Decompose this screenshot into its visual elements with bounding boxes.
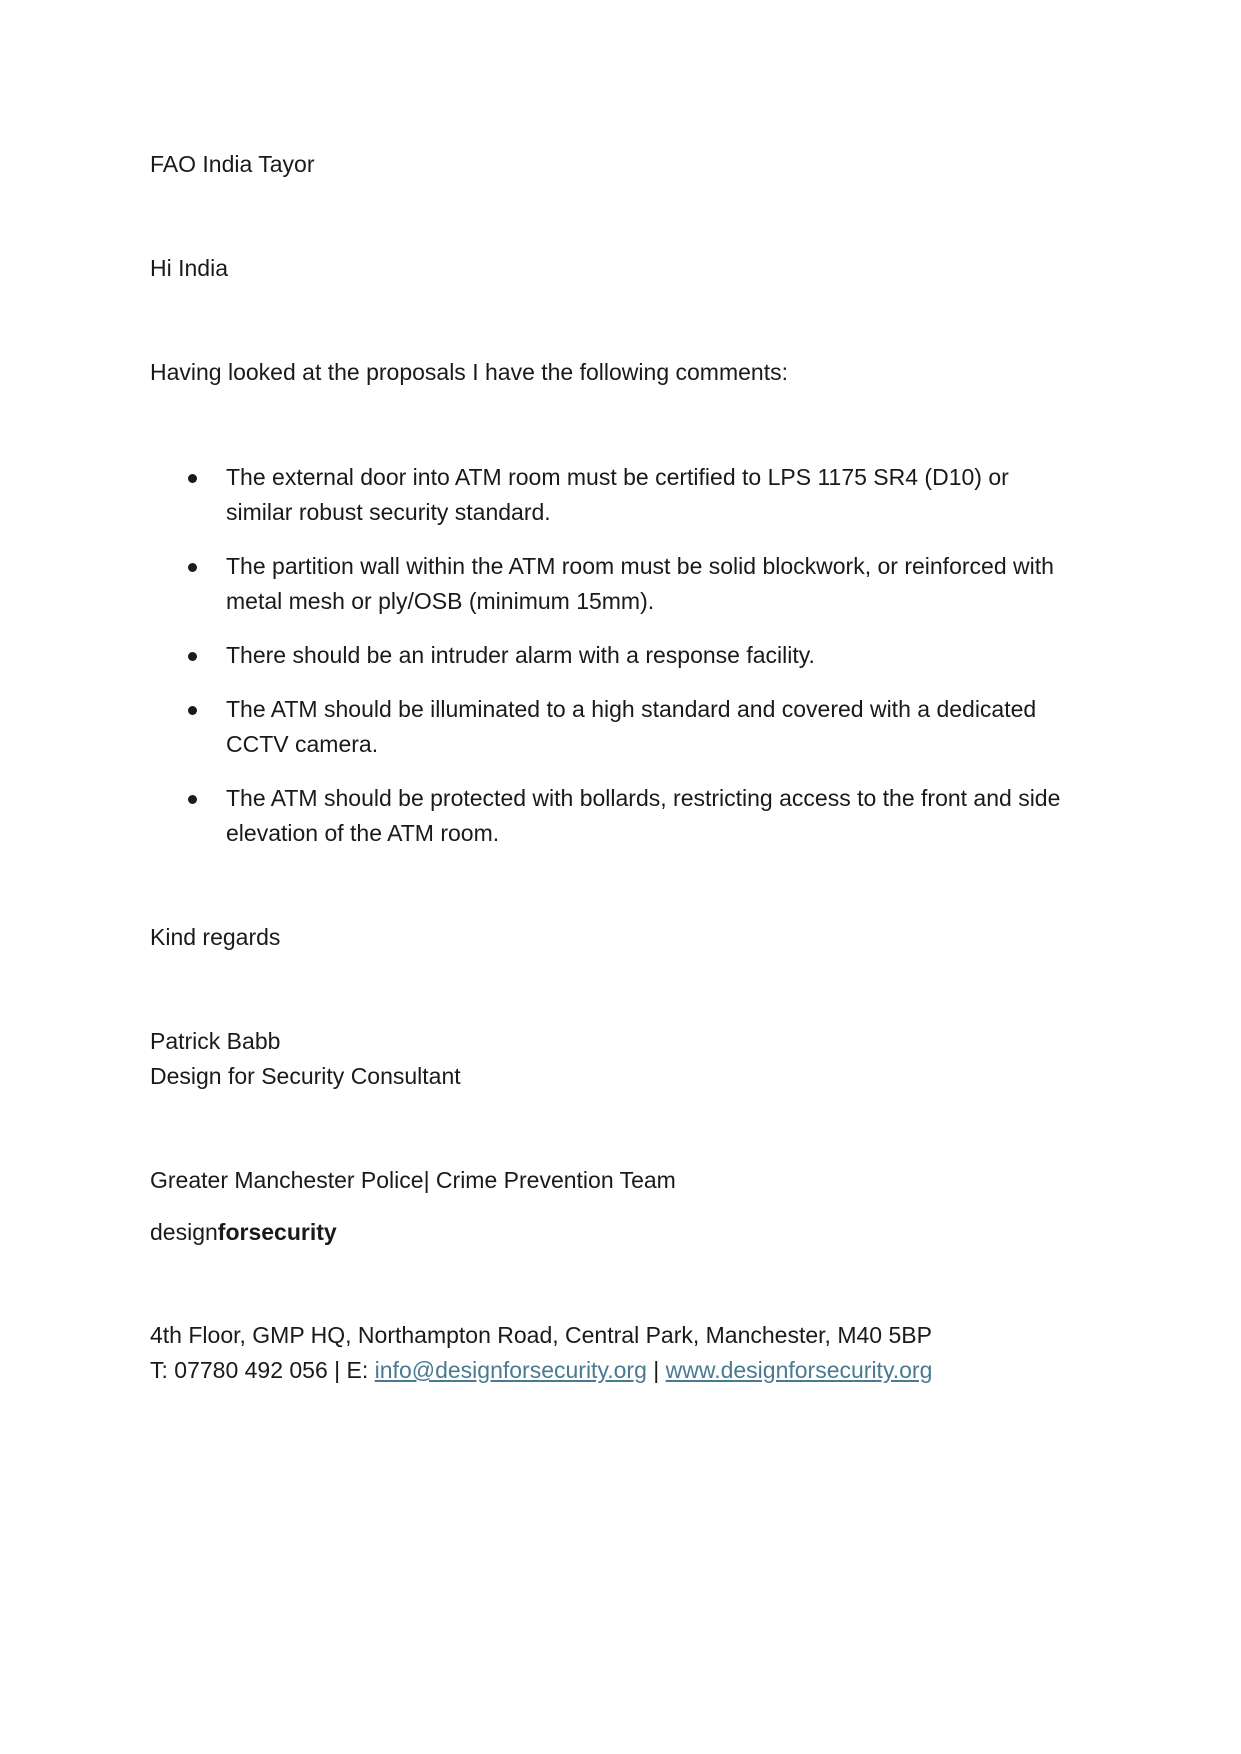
contact-line xyxy=(150,1353,932,1388)
bullet-icon xyxy=(188,563,197,572)
signoff: Kind regards xyxy=(150,924,281,950)
brand-wordmark xyxy=(150,1215,337,1250)
comment-text: The external door into ATM room must be certified to LPS 1175 SR4 (D10) or similar robust security standard. xyxy=(226,464,1009,525)
fao-line: FAO India Tayor xyxy=(150,151,315,177)
bullet-icon xyxy=(188,795,197,804)
signature-role: Design for Security Consultant xyxy=(150,1063,461,1089)
comment-text: The ATM should be illuminated to a high standard and covered with a dedicated CCTV camera. xyxy=(226,696,1037,757)
greeting: Hi India xyxy=(150,255,228,281)
brand-bold: forsecurity xyxy=(217,1219,337,1245)
organisation: Greater Manchester Police| Crime Prevention Team xyxy=(150,1167,676,1193)
list-item xyxy=(150,460,1080,530)
list-item xyxy=(150,638,1080,673)
website-link[interactable]: www.designforsecurity.org xyxy=(665,1357,933,1383)
bullet-icon xyxy=(188,652,197,661)
contact-separator: | xyxy=(646,1357,666,1383)
signature-name: Patrick Babb xyxy=(150,1028,281,1054)
list-item xyxy=(150,549,1080,619)
list-item xyxy=(150,781,1080,851)
bullet-icon xyxy=(188,706,197,715)
brand-light: design xyxy=(150,1219,218,1245)
email-link[interactable]: info@designforsecurity.org xyxy=(374,1357,647,1383)
comment-text: The ATM should be protected with bollards, restricting access to the front and side elevation of the ATM room. xyxy=(226,785,1061,846)
comments-list xyxy=(150,460,1080,870)
comment-text: There should be an intruder alarm with a response facility. xyxy=(226,642,815,668)
address: 4th Floor, GMP HQ, Northampton Road, Central Park, Manchester, M40 5BP xyxy=(150,1322,932,1348)
intro-text: Having looked at the proposals I have the following comments: xyxy=(150,359,788,385)
bullet-icon xyxy=(188,474,197,483)
comment-text: The partition wall within the ATM room must be solid blockwork, or reinforced with metal mesh or ply/OSB (minimum 15mm). xyxy=(226,553,1054,614)
list-item xyxy=(150,692,1080,762)
phone-text: T: 07780 492 056 | E: xyxy=(150,1357,375,1383)
